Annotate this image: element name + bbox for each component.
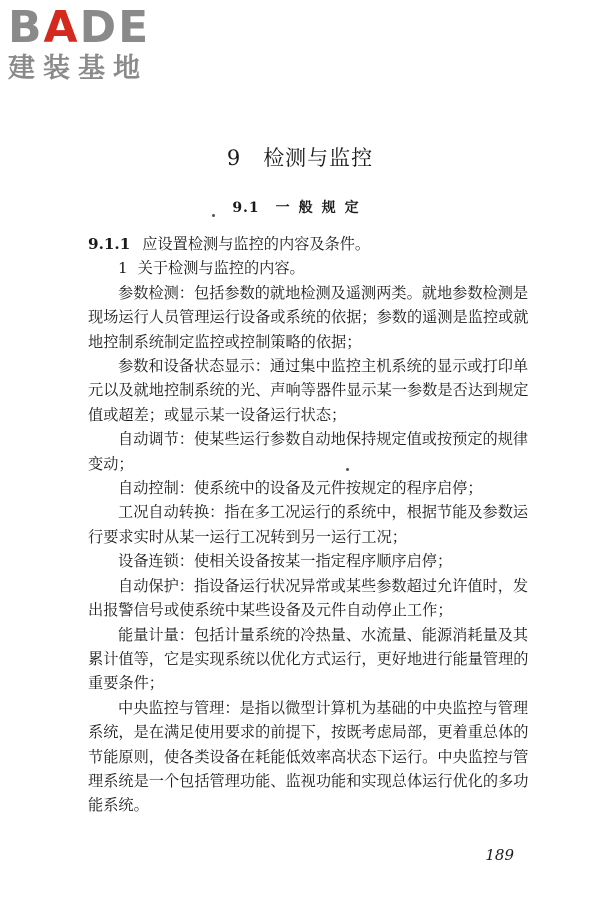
paragraph-energy-metering: 能量计量：包括计量系统的冷热量、水流量、能源消耗量及其累计值等，它是实现系统以优化方式运行，更好地进行能量管理的重要条件； <box>88 625 529 693</box>
chapter-title: 检测与监控 <box>263 146 374 170</box>
logo-letters-de: DE <box>79 2 151 53</box>
paragraph-interlock: 设备连锁：使相关设备按某一指定程序顺序启停； <box>118 552 453 571</box>
bade-logo <box>8 4 150 86</box>
item-text: 关于检测与监控的内容。 <box>137 259 305 278</box>
chapter-number: 9 <box>226 146 242 170</box>
clause-text: 应设置检测与监控的内容及条件。 <box>142 235 371 253</box>
paragraph-auto-control: 自动控制：使系统中的设备及元件按规定的程序启停； <box>118 479 483 498</box>
logo-subtitle: 建装基地 <box>8 53 148 84</box>
item-number: 1 <box>118 259 128 278</box>
paragraph-parameter-detection: 参数检测：包括参数的就地检测及遥测两类。就地参数检测是现场运行人员管理运行设备或系统的依据；参数的遥测是监控或就地控制系统制定监控或控制策略的依据； <box>88 283 529 351</box>
print-speck <box>212 214 215 217</box>
page-number: 189 <box>485 846 514 864</box>
paragraph-status-display: 参数和设备状态显示：通过集中监控主机系统的显示或打印单元以及就地控制系统的光、声响等器件显示某一参数是否达到规定值或超差；或显示某一设备运行状态； <box>88 357 529 424</box>
logo-wordmark <box>8 4 150 52</box>
paragraph-mode-switching: 工况自动转换：指在多工况运行的系统中，根据节能及参数运行要求实时从某一运行工况转到另一运行工况； <box>88 503 529 546</box>
clause-number: 9.1.1 <box>88 235 131 253</box>
body-text <box>88 232 536 818</box>
section-number: 9.1 <box>232 200 260 216</box>
paragraph-auto-regulation: 自动调节：使某些运行参数自动地保持规定值或按预定的规律变动； <box>88 430 529 473</box>
logo-letter-a: A <box>43 2 80 53</box>
paragraph-auto-protection: 自动保护：指设备运行状况异常或某些参数超过允许值时，发出报警信号或使系统中某些设备及元件自动停止工作； <box>88 576 529 620</box>
chapter-heading <box>0 142 600 172</box>
logo-letter-b: B <box>8 2 44 53</box>
section-heading <box>0 197 600 217</box>
item <box>88 256 536 280</box>
paragraph-central-monitoring: 中央监控与管理：是指以微型计算机为基础的中央监控与管理系统，是在满足使用要求的前提下，按既考虑局部，更着重总体的节能原则，使各类设备在耗能低效率高状态下运行。中央监控与管理系统是一个包括管理功能、监视功能和实现总体运行优化的多功能系统。 <box>88 698 529 815</box>
section-title: 一般规定 <box>275 200 368 216</box>
clause <box>88 232 536 256</box>
print-speck <box>346 468 349 471</box>
